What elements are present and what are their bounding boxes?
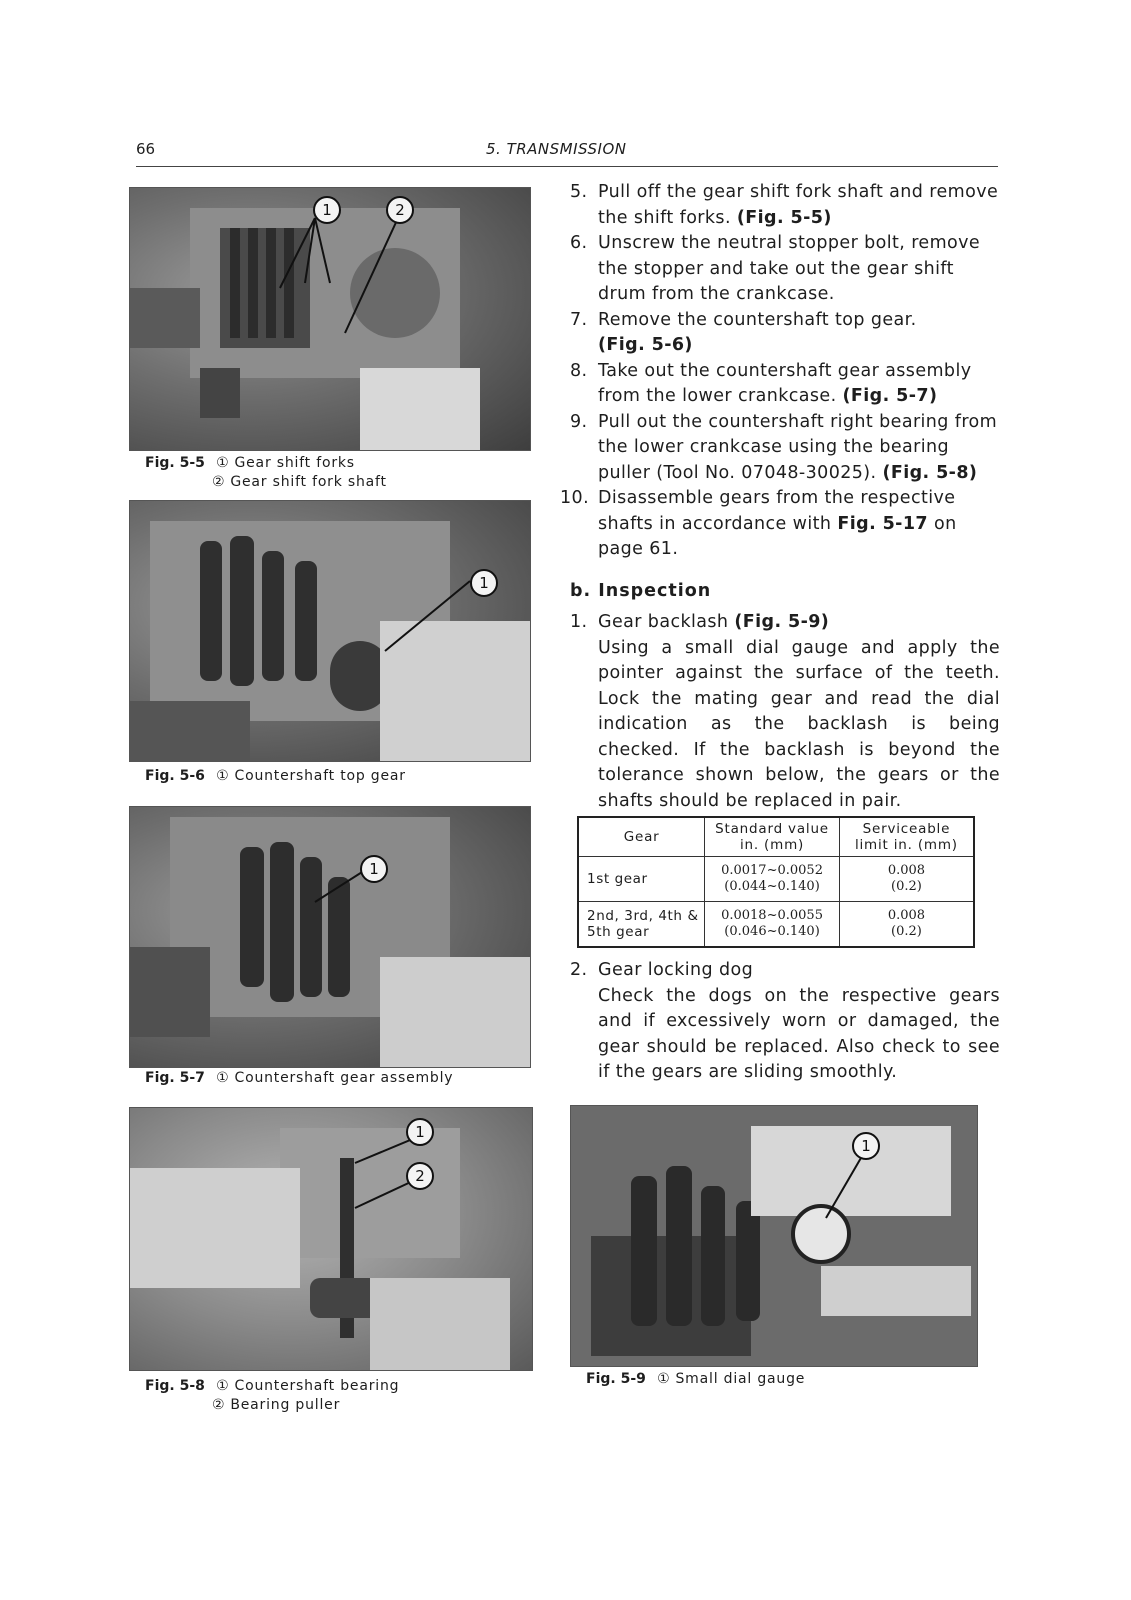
locking-dog-text bbox=[570, 958, 1000, 1086]
running-title: 5. TRANSMISSION bbox=[486, 140, 627, 158]
section-heading: b. Inspection bbox=[570, 580, 712, 601]
figure-ref: (Fig. 5-6) bbox=[598, 335, 693, 355]
fig-5-6-photo bbox=[129, 500, 531, 762]
fig-5-9-photo bbox=[570, 1105, 978, 1367]
procedure-text bbox=[560, 180, 1000, 814]
fig-5-7-caption: Fig. 5-7 ① Countershaft gear assembly bbox=[145, 1070, 454, 1086]
page-number: 66 bbox=[136, 140, 156, 158]
callout-2: 2 bbox=[406, 1162, 434, 1190]
fig-5-6-caption: Fig. 5-6 ① Countershaft top gear bbox=[145, 768, 406, 784]
figure-ref: (Fig. 5-5) bbox=[736, 207, 832, 228]
locking-dog-instructions: Check the dogs on the respective gears and if excessively worn or damaged, the gear should be replaced. Also check to see if the gears are sliding smoothly. bbox=[598, 985, 1000, 1082]
fig-5-5-photo bbox=[129, 187, 531, 451]
figure-label: Fig. 5-7 bbox=[145, 1070, 205, 1086]
step-7: 7. Remove the countershaft top gear. (Fig. 5-6) bbox=[570, 309, 917, 355]
column-header-gear: Gear bbox=[578, 817, 705, 857]
figure-ref: (Fig. 5-9) bbox=[734, 612, 830, 632]
inspection-item-1: 1. Gear backlash (Fig. 5-9) bbox=[570, 612, 830, 632]
table-header-row bbox=[578, 817, 974, 857]
figure-label: Fig. 5-9 bbox=[586, 1371, 646, 1387]
callout-2: 2 bbox=[386, 196, 414, 224]
fig-5-7-photo bbox=[129, 806, 531, 1068]
callout-1: 1 bbox=[852, 1132, 880, 1160]
table-row: 2nd, 3rd, 4th & 5th gear 0.0018~0.0055 (0.046~0.140) 0.008 (0.2) bbox=[578, 902, 974, 948]
step-9: 9. Pull out the countershaft right bearing from the lower crankcase using the bearing puller (Tool No. 07048-30025). (Fig. 5-8) bbox=[570, 411, 998, 483]
page-header bbox=[136, 136, 998, 167]
backlash-instructions: Using a small dial gauge and apply the pointer against the surface of the teeth. Lock the mating gear and read the dial indication as the backlash is being checked. If the backlash is beyond the tolerance shown below, the gears or the shafts should be replaced in pair. bbox=[598, 637, 1000, 811]
figure-ref: (Fig. 5-7) bbox=[842, 386, 938, 406]
step-10: 10. Disassemble gears from the respective shafts in accordance with Fig. 5-17 on page 61. bbox=[560, 488, 957, 559]
column-header-standard: Standard value in. (mm) bbox=[705, 817, 840, 857]
figure-ref: (Fig. 5-8) bbox=[882, 462, 978, 483]
backlash-table bbox=[577, 816, 975, 948]
callout-1: 1 bbox=[470, 569, 498, 597]
figure-label: Fig. 5-6 bbox=[145, 768, 205, 784]
callout-1: 1 bbox=[313, 196, 341, 224]
fig-5-8-photo bbox=[129, 1107, 533, 1371]
step-5: 5. Pull off the gear shift fork shaft and remove the shift forks. (Fig. 5-5) bbox=[570, 182, 999, 228]
column-header-limit: Serviceable limit in. (mm) bbox=[839, 817, 974, 857]
step-6: 6. Unscrew the neutral stopper bolt, remove the stopper and take out the gear shift drum from the crankcase. bbox=[570, 233, 981, 304]
figure-ref: Fig. 5-17 bbox=[837, 513, 929, 534]
step-8: 8. Take out the countershaft gear assembly from the lower crankcase. (Fig. 5-7) bbox=[570, 360, 972, 406]
fig-5-5-caption: Fig. 5-5 ① Gear shift forks ② Gear shift fork shaft bbox=[145, 455, 387, 490]
fig-5-9-caption: Fig. 5-9 ① Small dial gauge bbox=[586, 1371, 806, 1387]
table-row: 1st gear 0.0017~0.0052 (0.044~0.140) 0.008 (0.2) bbox=[578, 857, 974, 902]
figure-label: Fig. 5-8 bbox=[145, 1378, 205, 1394]
fig-5-8-caption: Fig. 5-8 ① Countershaft bearing ② Bearing puller bbox=[145, 1378, 400, 1413]
callout-1: 1 bbox=[360, 855, 388, 883]
callout-1: 1 bbox=[406, 1118, 434, 1146]
figure-label: Fig. 5-5 bbox=[145, 455, 205, 471]
inspection-item-2: 2. Gear locking dog bbox=[570, 960, 754, 980]
